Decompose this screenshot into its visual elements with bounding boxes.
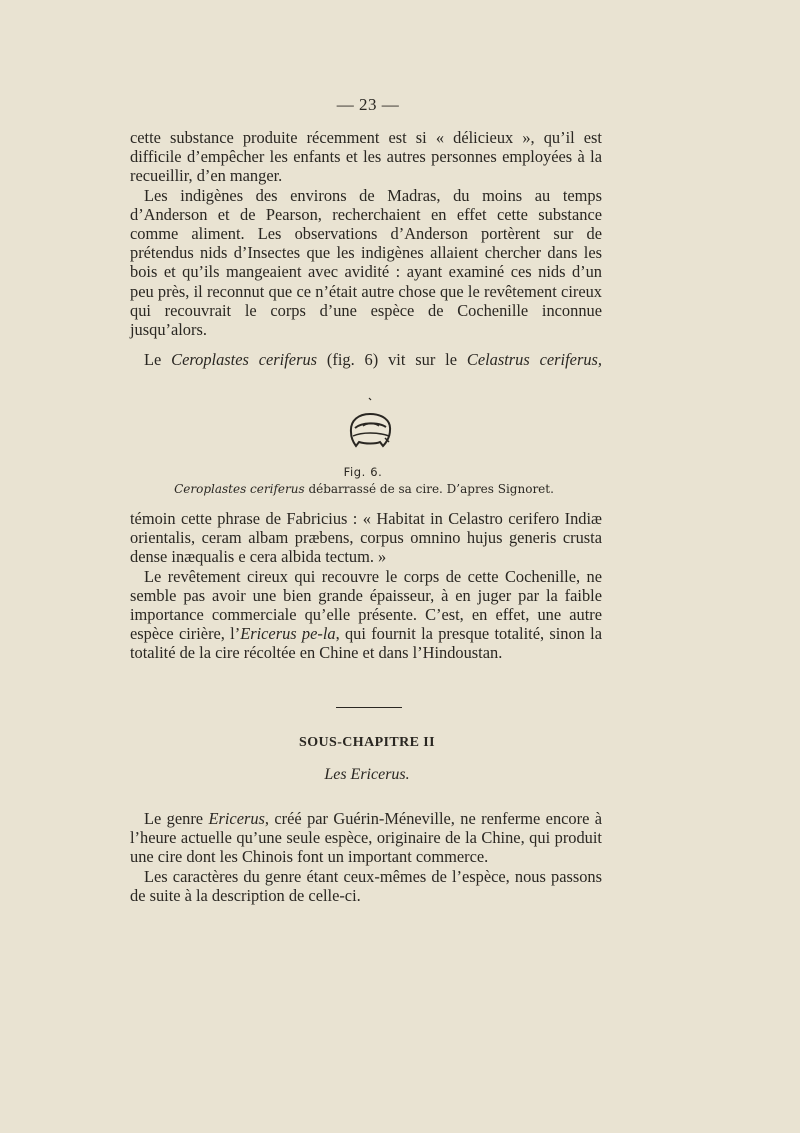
paragraph-revetement-species: Ericerus pe-la (240, 624, 336, 644)
paragraph-genre-name: Ericerus (208, 809, 265, 828)
lead-plant-name: Celastrus ceriferus, (466, 350, 602, 369)
lead-text-a: Le (144, 350, 172, 369)
lead-text-b: (fig. 6) vit sur le (317, 350, 467, 369)
paragraph-revetement-text-b: , qui fournit la presque totalité, sinon la totalité de la cire récoltée en Chine et dans l’Hindoustan. (130, 624, 602, 663)
closing-paragraphs (130, 809, 602, 905)
paragraph-indigenes: Les indigènes des environs de Madras, du moins au temps d’Anderson et de Pearson, recherchaient en effet cette substance comme aliment. Les observations d’Anderson portèrent sur de prétendus nids d’Insectes que les indigènes allaient chercher dans les bois et qu’ils mangeaient avec avidité : ayant examiné ces nids d’un peu près, il reconnut que ce n’était autre chose que le revêtement cireux qui recouvrait le corps d’une espèce de Cochenille inconnue jusqu’alors. (130, 185, 602, 340)
paragraph-fabricius: témoin cette phrase de Fabricius : « Habitat in Celastro cerifero Indiæ orientalis, ceram albam præbens, corpus omnino hujus generis crusta dense inæqualis e cera albida tectum. » (130, 509, 602, 567)
paragraph-continuation: cette substance produite récemment est si « délicieux », qu’il est difficile d’empêcher les enfants et les autres personnes employées à la recueillir, d’en manger. (130, 128, 602, 186)
paragraph-revetement (130, 567, 602, 663)
lead-line (130, 350, 602, 369)
insect-illustration-icon (345, 392, 395, 452)
figure-label: Fig. 6. (343, 465, 383, 479)
figure-caption (0, 482, 728, 496)
paragraph-genre (130, 809, 602, 867)
middle-paragraphs (130, 509, 602, 663)
lead-sentence (130, 350, 602, 369)
paragraph-caracteres: Les caractères du genre étant ceux-mêmes de l’espèce, nous passons de suite à la description de celle-ci. (130, 866, 602, 905)
paragraph-revetement-text-a: Le revêtement cireux qui recouvre le corps de cette Cochenille, ne semble pas avoir une bien grande épaisseur, à en juger par la faible importance commerciale qu’elle présente. C’est, en effet, une autre espèce cirière, l’ (130, 566, 602, 644)
lead-species-name: Ceroplastes ceriferus (171, 350, 318, 369)
section-divider (336, 707, 402, 708)
paragraph-genre-text-b: , créé par Guérin-Méneville, ne renferme encore à l’heure actuelle qu’une seule espèce, originaire de la Chine, qui produit une cire dont les Chinois font un important commerce. (130, 809, 603, 867)
page-number: — 23 — (336, 95, 400, 114)
section-heading: SOUS-CHAPITRE II (299, 735, 435, 750)
figure-caption-text: débarrassé de sa cire. D’apres Signoret. (304, 482, 554, 496)
figure-caption-species: Ceroplastes ceriferus (174, 482, 305, 496)
opening-paragraphs (130, 128, 602, 339)
paragraph-genre-text-a: Le genre (144, 809, 209, 828)
section-subheading: Les Ericerus. (324, 766, 410, 783)
